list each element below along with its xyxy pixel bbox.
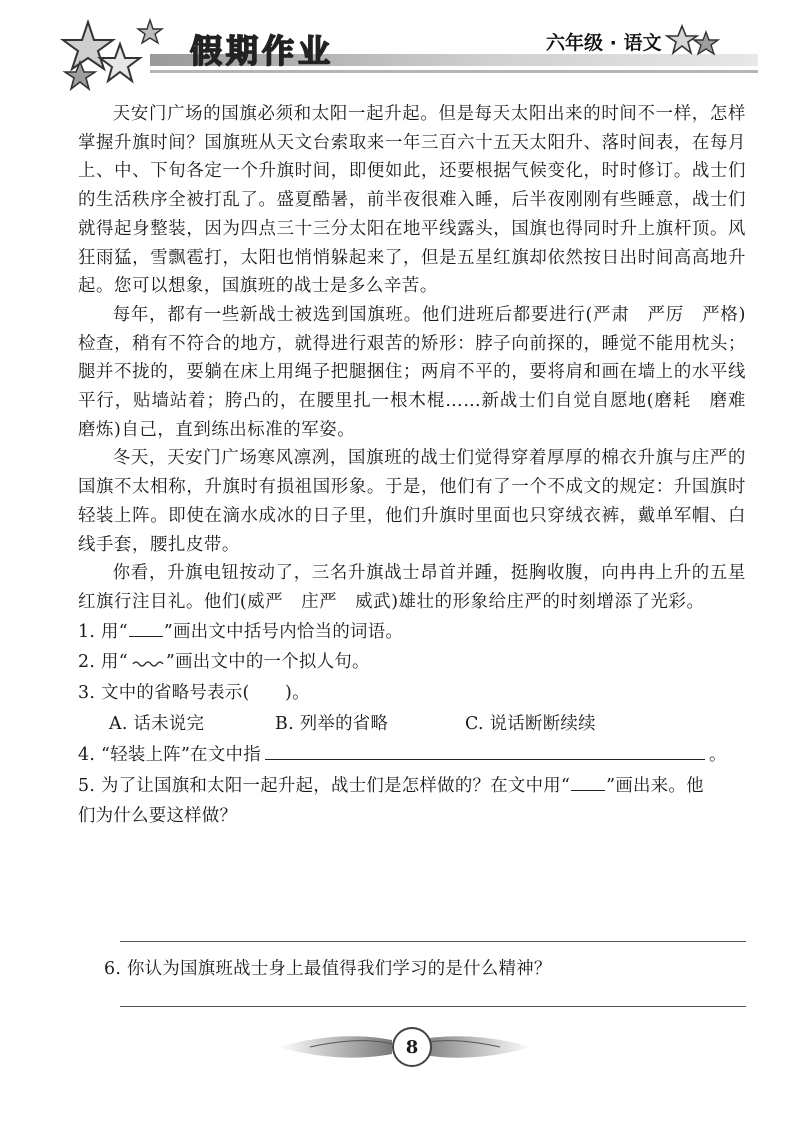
- question-6: 6. 你认为国旗班战士身上最值得我们学习的是什么精神？: [104, 959, 552, 979]
- answer-line-q5[interactable]: [120, 941, 746, 942]
- passage-paragraph-3: 冬天，天安门广场寒风凛冽，国旗班的战士们觉得穿着厚厚的棉衣升旗与庄严的国旗不太相称，升旗时有损祖国形象。于是，他们有了一个不成文的规定：升国旗时轻装上阵。即使在滴水成冰的日子里，他们升旗时里面也只穿绒衣裤，戴单军帽、白线手套，腰扎皮带。: [78, 448, 746, 555]
- question-3: 3. 文中的省略号表示( )。: [78, 683, 310, 704]
- question-5-continued: 们为什么要这样做？: [78, 806, 238, 827]
- choice-c: C. 说话断断续续: [465, 714, 596, 735]
- question-4: 4. “轻装上阵”在文中指 。: [78, 744, 727, 765]
- page-number: 8: [392, 1027, 432, 1067]
- stars-decoration-icon: [58, 14, 168, 94]
- wavy-underline-sample-icon: [129, 651, 165, 667]
- passage-paragraph-1: 天安门广场的国旗必须和太阳一起升起。但是每天太阳出来的时间不一样，怎样掌握升旗时间？国旗班从天文台索取来一年三百六十五天太阳升、落时间表，在每月上、中、下旬各定一个升旗时间，即便如此，还要根据气候变化，时时修订。战士们的生活秩序全被打乱了。盛夏酷暑，前半夜很难入睡，后半夜刚刚有些睡意，战士们就得起身整装，因为四点三十三分太阳在地平线露头，国旗也得同时升上旗杆顶。风狂雨猛，雪飘雹打，太阳也悄悄躲起来了，但是五星红旗却依然按日出时间高高地升起。您可以想象，国旗班的战士是多么辛苦。: [78, 104, 746, 297]
- question-5: 5. 为了让国旗和太阳一起升起，战士们是怎样做的？在文中用“ ”画出来。他: [78, 775, 704, 796]
- choice-b: B. 列举的省略: [275, 714, 389, 735]
- passage-paragraph-4: 你看，升旗电钮按动了，三名升旗战士昂首并踵，挺胸收腹，向冉冉上升的五星红旗行注目礼。他们(威严 庄严 威武)雄壮的形象给庄严的时刻增添了光彩。: [78, 563, 746, 612]
- worksheet-content: [78, 100, 764, 832]
- grade-subject-label: 六年级 · 语文: [546, 32, 662, 54]
- straight-underline-sample: [571, 776, 605, 791]
- question-2: 2. 用“ ”画出文中的一个拟人句。: [78, 652, 370, 673]
- brand-title: 假期作业: [190, 32, 335, 70]
- answer-line-q6[interactable]: [120, 1006, 746, 1007]
- page-header: [0, 0, 800, 100]
- straight-underline-sample: [129, 622, 163, 637]
- passage-paragraph-2: 每年，都有一些新战士被选到国旗班。他们进班后都要进行(严肃 严厉 严格)检查，稍有不符合的地方，就得进行艰苦的矫形：脖子向前探的，睡觉不能用枕头；腿并不拢的，要躺在床上用绳子把腿捆住；两肩不平的，要将肩和画在墙上的水平线平行，贴墙站着；胯凸的，在腰里扎一根木棍……新战士们自觉自愿地(磨耗 磨难 磨炼)自己，直到练出标准的军姿。: [78, 304, 764, 440]
- stars-small-icon: [664, 22, 724, 62]
- choice-a: A. 话未说完: [109, 714, 205, 735]
- question-3-choices: [78, 709, 746, 740]
- question-1: 1. 用“ ”画出文中括号内恰当的词语。: [78, 621, 404, 642]
- answer-blank-q4[interactable]: [265, 745, 705, 760]
